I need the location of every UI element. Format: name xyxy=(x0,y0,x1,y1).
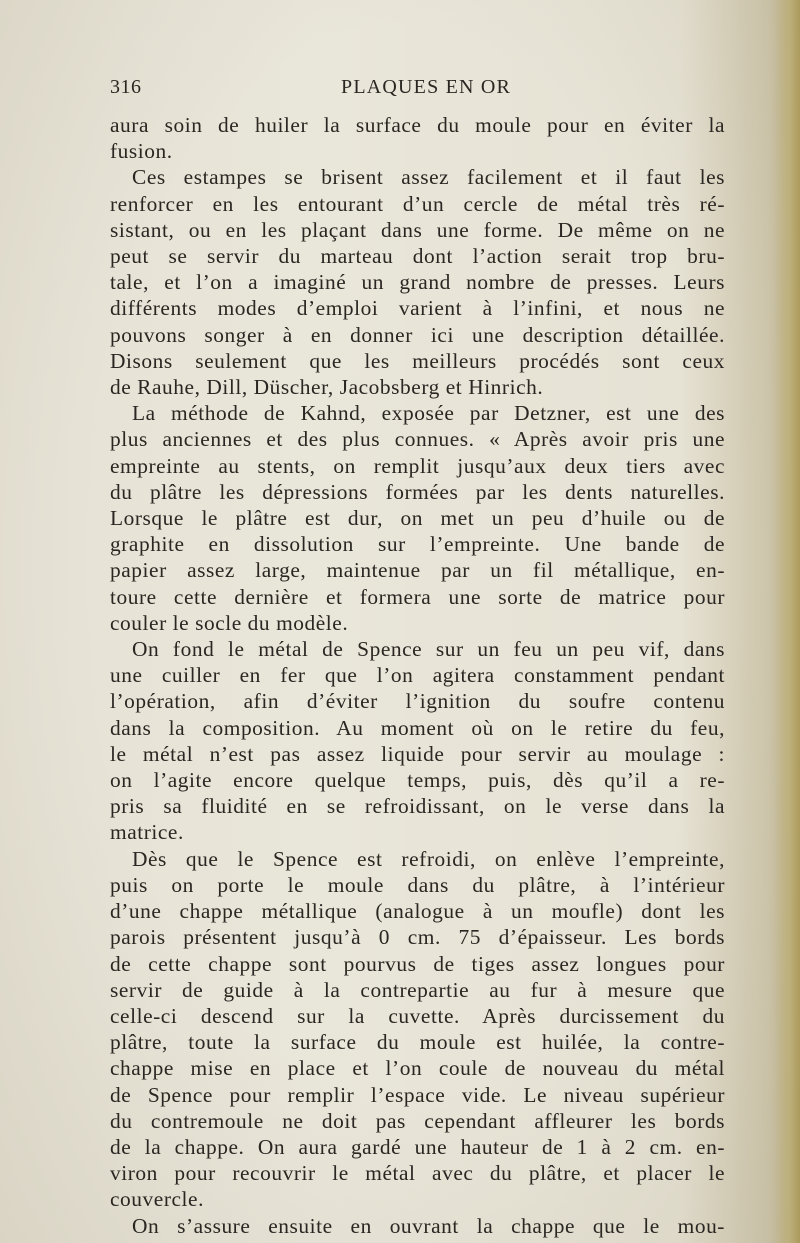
text-line: couler le socle du modèle. xyxy=(110,610,349,635)
text-line: chappe mise en place et l’on coule de nouveau du métal xyxy=(110,1056,725,1081)
text-line: papier assez large, maintenue par un fil métallique, en- xyxy=(110,558,725,583)
page-header xyxy=(110,76,725,104)
text-line: de Rauhe, Dill, Düscher, Jacobsberg et Hinrich. xyxy=(110,375,544,400)
text-line: plus anciennes et des plus connues. « Après avoir pris une xyxy=(110,427,725,452)
text-line: viron pour recouvrir le métal avec du plâtre, et placer le xyxy=(110,1161,725,1186)
text-line: Lorsque le plâtre est dur, on met un peu d’huile ou de xyxy=(110,506,725,531)
text-line: puis on porte le moule dans du plâtre, à l’intérieur xyxy=(110,872,725,897)
text-line: empreinte au stents, on remplit jusqu’aux deux tiers avec xyxy=(110,453,725,478)
text-line: du contremoule ne doit pas cependant affleurer les bords xyxy=(110,1108,725,1133)
text-line: plâtre, toute la surface du moule est huilée, la contre- xyxy=(110,1030,725,1055)
text-line: couvercle. xyxy=(110,1187,204,1212)
body-text xyxy=(110,112,725,1239)
text-line: de cette chappe sont pourvus de tiges assez longues pour xyxy=(110,951,725,976)
running-title: PLAQUES EN OR xyxy=(341,76,512,98)
text-line: Ces estampes se brisent assez facilement et il faut les xyxy=(132,165,725,190)
text-line: renforcer en les entourant d’un cercle de métal très ré- xyxy=(110,191,725,216)
text-line: On s’assure ensuite en ouvrant la chappe que le mou- xyxy=(132,1213,725,1238)
text-line: Disons seulement que les meilleurs procédés sont ceux xyxy=(110,348,725,373)
text-line: On fond le métal de Spence sur un feu un peu vif, dans xyxy=(132,637,725,662)
text-line: fusion. xyxy=(110,139,173,164)
text-line: tale, et l’on a imaginé un grand nombre de presses. Leurs xyxy=(110,270,725,295)
text-line: servir de guide à la contrepartie au fur à mesure que xyxy=(110,977,725,1002)
text-line: parois présentent jusqu’à 0 cm. 75 d’épaisseur. Les bords xyxy=(110,925,725,950)
text-line: l’opération, afin d’éviter l’ignition du soufre contenu xyxy=(110,689,725,714)
text-line: pouvons songer à en donner ici une description détaillée. xyxy=(110,322,725,347)
text-line: pris sa fluidité en se refroidissant, on le verse dans la xyxy=(110,794,725,819)
text-line: dans la composition. Au moment où on le retire du feu, xyxy=(110,715,725,740)
text-line: sistant, ou en les plaçant dans une forme. De même on ne xyxy=(110,217,725,242)
text-line: matrice. xyxy=(110,820,184,845)
text-line: toure cette dernière et formera une sorte de matrice pour xyxy=(110,584,725,609)
text-line: celle-ci descend sur la cuvette. Après durcissement du xyxy=(110,1003,725,1028)
text-line: du plâtre les dépressions formées par les dents naturelles. xyxy=(110,479,725,504)
text-line: La méthode de Kahnd, exposée par Detzner, est une des xyxy=(132,401,725,426)
text-line: aura soin de huiler la surface du moule pour en éviter la xyxy=(110,113,725,137)
page-edge-shadow xyxy=(774,0,800,1243)
text-line: graphite en dissolution sur l’empreinte. Une bande de xyxy=(110,532,725,557)
text-line: Dès que le Spence est refroidi, on enlève l’empreinte, xyxy=(132,846,725,871)
text-line: différents modes d’emploi varient à l’infini, et nous ne xyxy=(110,296,725,321)
text-line: on l’agite encore quelque temps, puis, dès qu’il a re- xyxy=(110,768,725,793)
text-line: une cuiller en fer que l’on agitera constamment pendant xyxy=(110,663,725,688)
text-line: de la chappe. On aura gardé une hauteur de 1 à 2 cm. en- xyxy=(110,1134,725,1159)
text-line: de Spence pour remplir l’espace vide. Le niveau supérieur xyxy=(110,1082,725,1107)
text-line: le métal n’est pas assez liquide pour servir au moulage : xyxy=(110,741,725,766)
page-number: 316 xyxy=(110,76,142,98)
text-line: peut se servir du marteau dont l’action serait trop bru- xyxy=(110,244,725,269)
text-line: d’une chappe métallique (analogue à un moufle) dont les xyxy=(110,899,725,924)
